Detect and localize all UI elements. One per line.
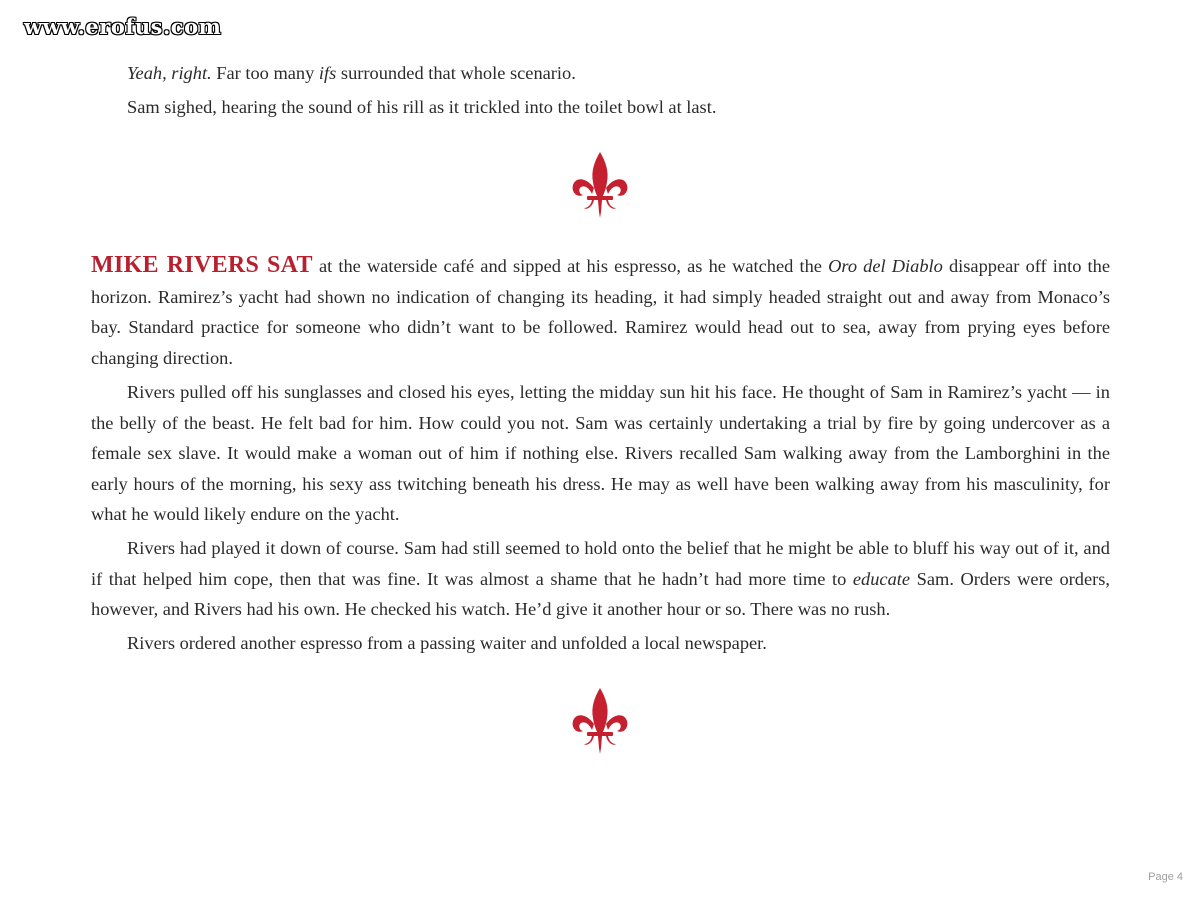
chapter-lead-in: MIKE RIVERS SAT xyxy=(91,252,313,278)
text-run: Far too many xyxy=(211,63,319,83)
text-run: surrounded that whole scenario. xyxy=(336,63,576,83)
fleur-de-lis-icon xyxy=(570,150,630,222)
paragraph-espresso: Rivers ordered another espresso from a passing waiter and unfolded a local newspaper. xyxy=(127,633,767,653)
paragraph-sam-sighed: Sam sighed, hearing the sound of his rill as it trickled into the toilet bowl at last. xyxy=(127,97,717,117)
paragraph-mike-rivers-sat xyxy=(91,250,1110,373)
paragraph-played-it-down xyxy=(91,533,1110,625)
page-number: Page 4 xyxy=(1148,871,1183,883)
watermark: www.erofus.com xyxy=(24,14,222,39)
text-run: Rivers had played it down of course. Sam had still seemed to hold onto the belief that he might be able to bluff his way out of it, and if that helped him cope, then that was fine. It was almost a shame that he hadn’t had more time to xyxy=(91,538,1110,589)
italic-text: Yeah, right. xyxy=(127,63,212,83)
italic-text: Oro del Diablo xyxy=(828,256,943,276)
text-run: disappear off into the horizon. Ramirez’s yacht had shown no indication of changing its heading, it had simply headed straight out and away from Monaco’s bay. Standard practice for someone who didn’t want to be followed. Ramirez would head out to sea, away from prying eyes before changing direction. xyxy=(91,256,1111,368)
text-run: at the waterside café and sipped at his espresso, as he watched the xyxy=(312,256,829,276)
text-run: Sam. Orders were orders, however, and Rivers had his own. He checked his watch. He’d give it another hour or so. There was no rush. xyxy=(91,568,1111,619)
paragraph-yeah-right xyxy=(91,58,1110,89)
italic-text: ifs xyxy=(318,63,337,83)
fleur-de-lis-icon xyxy=(570,686,630,758)
italic-text: educate xyxy=(852,568,911,589)
paragraph-sunglasses: Rivers pulled off his sunglasses and closed his eyes, letting the midday sun hit his face. He thought of Sam in Ramirez’s yacht — in the belly of the beast. He felt bad for him. How could you not. Sam was certainly undertaking a trial by fire by going undercover as a female sex slave. It would make a woman out of him if nothing else. Rivers recalled Sam walking away from the Lamborghini in the early hours of the morning, his sexy ass twitching beneath his dress. He may as well have been walking away from his masculinity, for what he would likely endure on the yacht. xyxy=(91,382,1110,524)
